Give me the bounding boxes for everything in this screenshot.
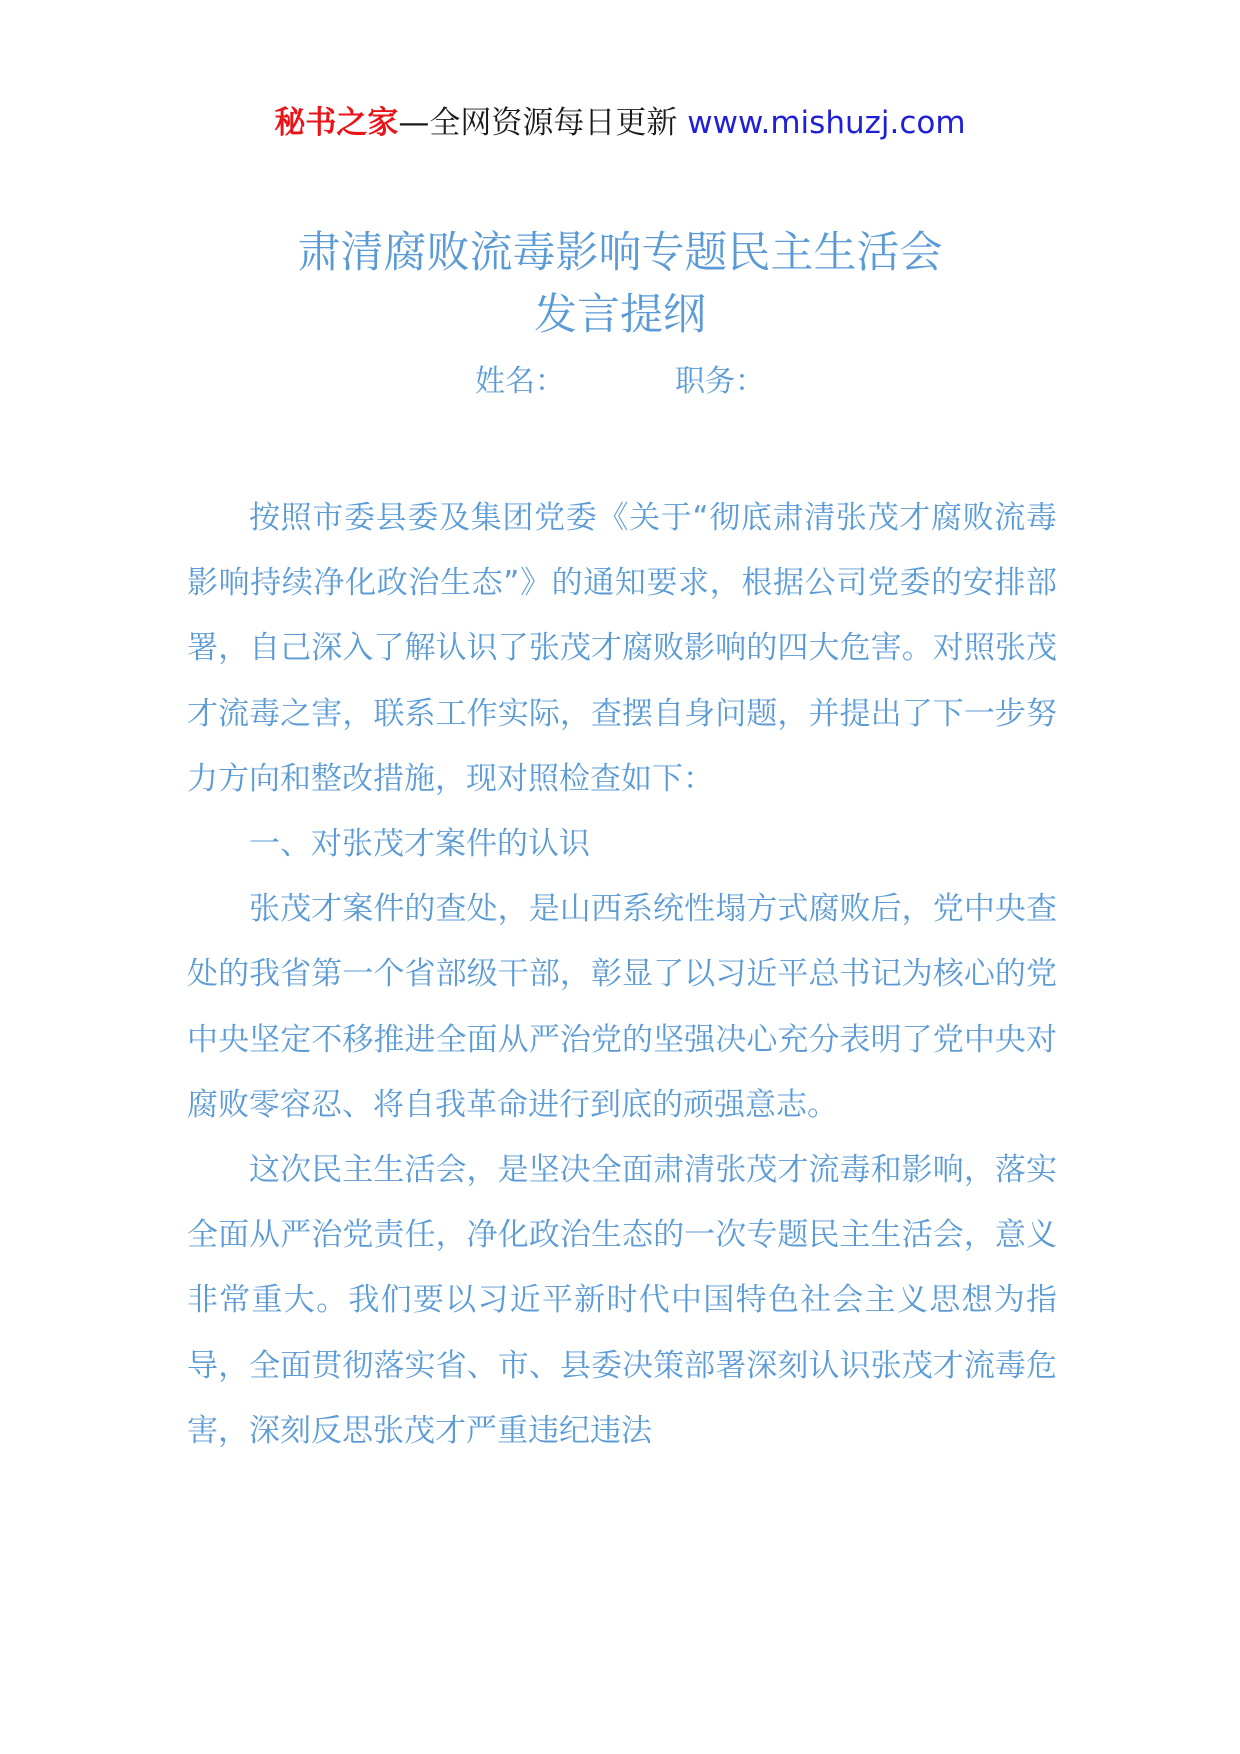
name-label: 姓名： [475, 364, 565, 399]
paragraph-case: 张茂才案件的查处，是山西系统性塌方式腐败后，党中央查处的我省第一个省部级干部，彰显了以习近平总书记为核心的党中央坚定不移推进全面从严治党的坚强决心充分表明了党中央对腐败零容忍、将自我革命进行到底的顽强意志。 [187, 891, 1057, 1123]
author-meta [0, 360, 1240, 404]
brand-name: 秘书之家 [274, 105, 399, 141]
paragraph-intro: 按照市委县委及集团党委《关于“彻底肃清张茂才腐败流毒影响持续净化政治生态”》的通知要求，根据公司党委的安排部署，自己深入了解认识了张茂才腐败影响的四大危害。对照张茂才流毒之害，联系工作实际，查摆自身问题，并提出了下一步努力方向和整改措施，现对照检查如下： [187, 500, 1057, 797]
title-line-1: 肃清腐败流毒影响专题民主生活会 [297, 228, 943, 278]
site-banner [0, 100, 1240, 146]
title-line-2: 发言提纲 [534, 290, 706, 340]
document-body [187, 486, 1057, 1464]
document-title [0, 222, 1240, 346]
section-heading-1: 一、对张茂才案件的认识 [249, 826, 590, 863]
position-label: 职务： [675, 364, 765, 399]
paragraph-meeting: 这次民主生活会，是坚决全面肃清张茂才流毒和影响，落实全面从严治党责任，净化政治生态的一次专题民主生活会，意义非常重大。我们要以习近平新时代中国特色社会主义思想为指导，全面贯彻落实省、市、县委决策部署深刻认识张茂才流毒危害，深刻反思张茂才严重违纪违法 [187, 1152, 1057, 1449]
banner-slogan: —全网资源每日更新 [398, 105, 678, 141]
site-link[interactable]: www.mishuzj.com [687, 105, 966, 141]
